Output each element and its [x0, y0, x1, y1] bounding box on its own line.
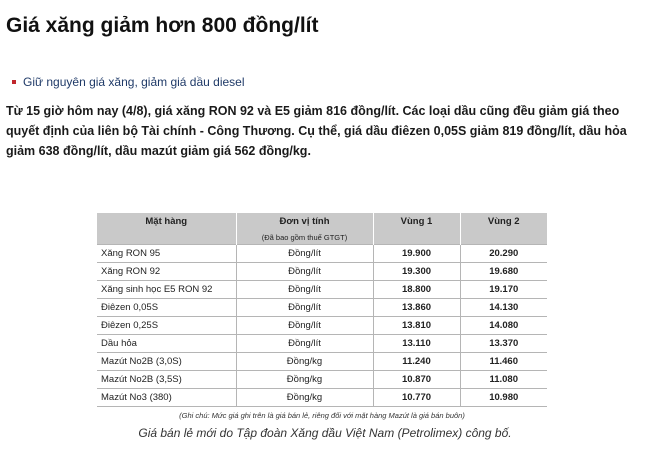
row-item-name: Xăng RON 92 [97, 263, 236, 281]
row-unit: Đồng/kg [236, 353, 373, 371]
row-item-name: Xăng RON 95 [97, 245, 236, 263]
row-price-zone1: 19.900 [373, 245, 460, 263]
figure-caption: Giá bán lẻ mới do Tập đoàn Xăng dầu Việt Nam (Petrolimex) công bố. [138, 426, 512, 440]
related-article-link[interactable]: Giữ nguyên giá xăng, giảm giá dầu diesel [23, 75, 245, 89]
row-price-zone2: 13.370 [460, 335, 547, 353]
row-unit: Đồng/kg [236, 371, 373, 389]
row-price-zone2: 19.680 [460, 263, 547, 281]
row-price-zone2: 20.290 [460, 245, 547, 263]
table-row [97, 281, 547, 299]
fuel-price-table [97, 213, 547, 407]
row-price-zone2: 14.130 [460, 299, 547, 317]
table-row [97, 263, 547, 281]
table-row [97, 389, 547, 407]
row-item-name: Dầu hỏa [97, 335, 236, 353]
related-article [12, 75, 245, 89]
row-price-zone1: 13.110 [373, 335, 460, 353]
article-lead: Từ 15 giờ hôm nay (4/8), giá xăng RON 92 và E5 giảm 816 đồng/lít. Các loại dầu cũng đều giảm giá theo quyết định của liên bộ Tài chính - Công Thương. Cụ thể, giá dầu điêzen 0,05S giảm 819 đồng/lít, dầu hỏa giảm 638 đồng/lít, dầu mazút giảm giá 562 đồng/kg. [6, 104, 627, 158]
row-item-name: Điêzen 0,25S [97, 317, 236, 335]
row-unit: Đồng/lít [236, 299, 373, 317]
row-unit: Đồng/lít [236, 335, 373, 353]
column-header-item: Mặt hàng [97, 213, 236, 230]
table-row [97, 353, 547, 371]
subheader-blank [97, 230, 236, 245]
subheader-blank [460, 230, 547, 245]
row-price-zone1: 18.800 [373, 281, 460, 299]
row-item-name: Xăng sinh học E5 RON 92 [97, 281, 236, 299]
row-item-name: Mazút No3 (380) [97, 389, 236, 407]
price-table-figure [97, 213, 547, 420]
table-row [97, 245, 547, 263]
row-unit: Đồng/lít [236, 317, 373, 335]
row-price-zone2: 11.080 [460, 371, 547, 389]
table-row [97, 317, 547, 335]
column-header-unit: Đơn vị tính [236, 213, 373, 230]
row-price-zone1: 11.240 [373, 353, 460, 371]
row-price-zone2: 11.460 [460, 353, 547, 371]
article-headline: Giá xăng giảm hơn 800 đồng/lít [6, 14, 319, 37]
column-header-zone1: Vùng 1 [373, 213, 460, 230]
column-header-zone2: Vùng 2 [460, 213, 547, 230]
row-price-zone1: 10.870 [373, 371, 460, 389]
row-price-zone1: 10.770 [373, 389, 460, 407]
row-price-zone2: 19.170 [460, 281, 547, 299]
table-row [97, 335, 547, 353]
row-unit: Đồng/kg [236, 389, 373, 407]
row-unit: Đồng/lít [236, 263, 373, 281]
table-row [97, 371, 547, 389]
row-price-zone1: 19.300 [373, 263, 460, 281]
table-note: (Ghi chú: Mức giá ghi trên là giá bán lẻ, riêng đối với mặt hàng Mazút là giá bán buôn) [179, 411, 465, 420]
row-item-name: Mazút No2B (3,5S) [97, 371, 236, 389]
row-price-zone2: 14.080 [460, 317, 547, 335]
bullet-icon [12, 80, 16, 84]
row-unit: Đồng/lít [236, 245, 373, 263]
subheader-blank [373, 230, 460, 245]
row-price-zone2: 10.980 [460, 389, 547, 407]
column-header-unit-note: (Đã bao gồm thuế GTGT) [236, 230, 373, 245]
table-subheader-row [97, 230, 547, 245]
row-price-zone1: 13.860 [373, 299, 460, 317]
table-header-row [97, 213, 547, 230]
row-price-zone1: 13.810 [373, 317, 460, 335]
row-unit: Đồng/lít [236, 281, 373, 299]
row-item-name: Điêzen 0,05S [97, 299, 236, 317]
row-item-name: Mazút No2B (3,0S) [97, 353, 236, 371]
table-body [97, 245, 547, 407]
table-row [97, 299, 547, 317]
